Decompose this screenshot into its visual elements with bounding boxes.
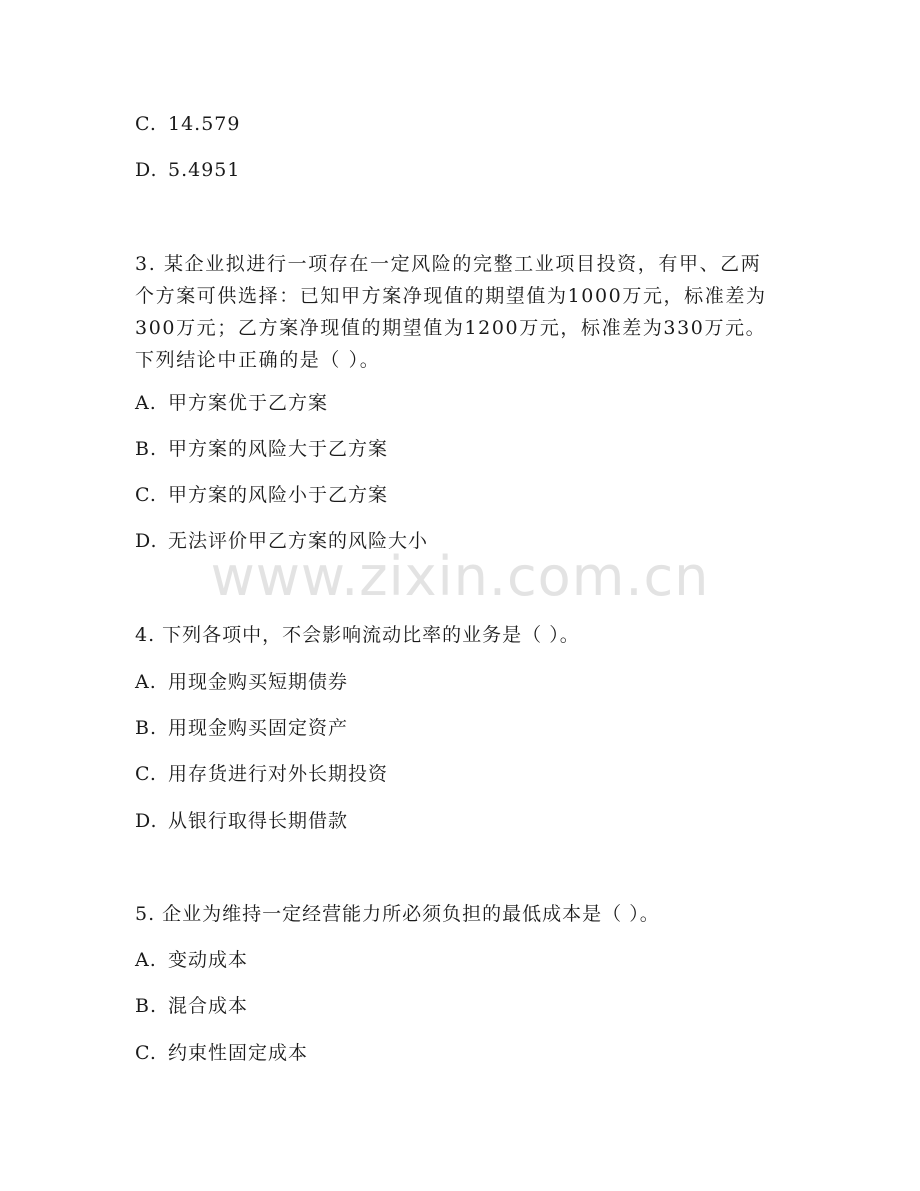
q4-option-d: D. 从银行取得长期借款 (135, 810, 349, 832)
q3-option-b: B. 甲方案的风险大于乙方案 (135, 438, 389, 460)
q5-option-b: B. 混合成本 (135, 995, 249, 1017)
q4-option-b: B. 用现金购买固定资产 (135, 717, 349, 739)
q5-option-a: A. 变动成本 (135, 949, 249, 971)
watermark: www.zixin.com.cn (210, 545, 710, 608)
q4-option-c: C. 用存货进行对外长期投资 (135, 763, 389, 785)
q3-stem (135, 248, 795, 376)
q3-stem-line-2: 个方案可供选择：已知甲方案净现值的期望值为1000万元，标准差为 (135, 285, 767, 307)
q2-option-d: D. 5.4951 (135, 159, 241, 181)
q4-stem: 4. 下列各项中，不会影响流动比率的业务是（ ）。 (135, 624, 580, 646)
q5-option-c: C. 约束性固定成本 (135, 1042, 309, 1064)
q3-stem-line-1: 3. 某企业拟进行一项存在一定风险的完整工业项目投资，有甲、乙两 (135, 253, 762, 275)
q3-option-c: C. 甲方案的风险小于乙方案 (135, 484, 389, 506)
q5-stem: 5. 企业为维持一定经营能力所必须负担的最低成本是（ ）。 (135, 903, 660, 925)
q3-option-d: D. 无法评价甲乙方案的风险大小 (135, 530, 429, 552)
q3-option-a: A. 甲方案优于乙方案 (135, 392, 329, 414)
q3-stem-line-4: 下列结论中正确的是（ ）。 (135, 349, 381, 371)
q2-option-c: C. 14.579 (135, 113, 241, 135)
q4-option-a: A. 用现金购买短期债券 (135, 671, 349, 693)
q3-stem-line-3: 300万元；乙方案净现值的期望值为1200万元，标准差为330万元。 (135, 317, 767, 339)
